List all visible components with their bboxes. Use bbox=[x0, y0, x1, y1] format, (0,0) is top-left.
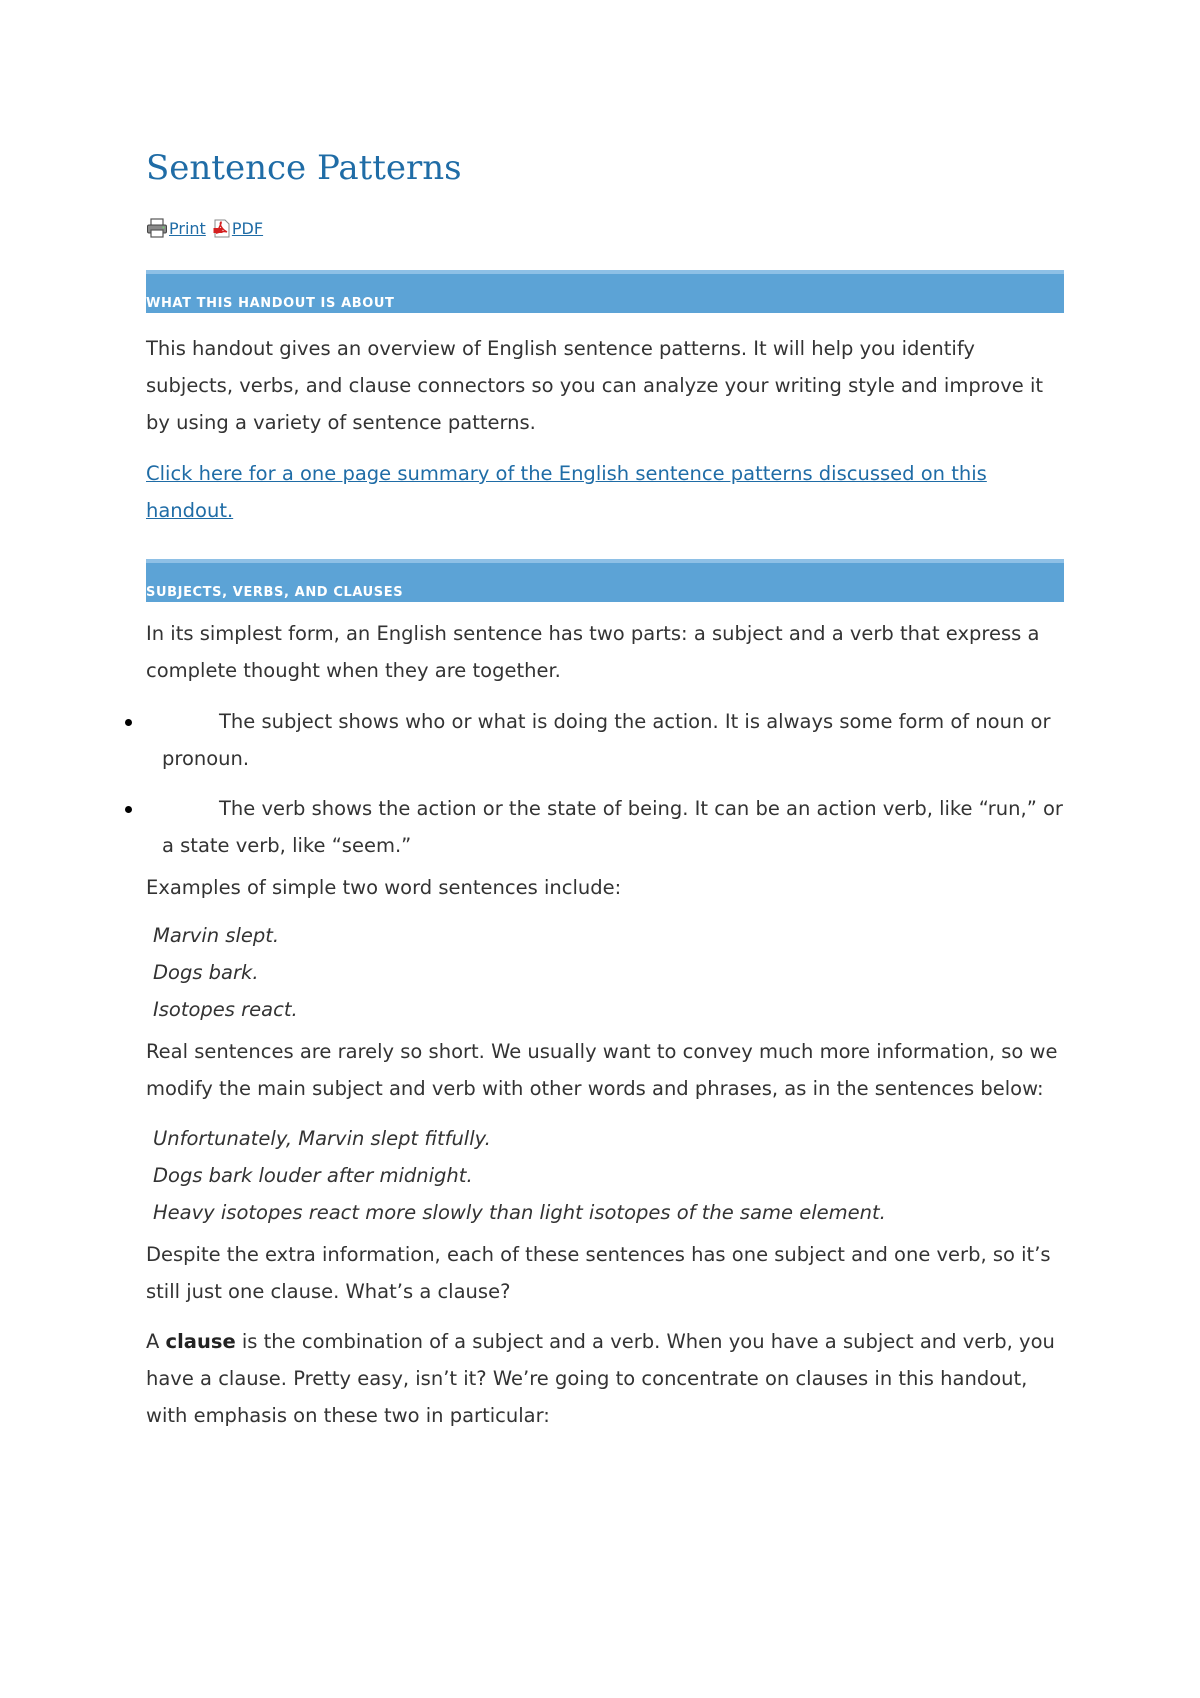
section-heading-subjects-verbs bbox=[146, 559, 1064, 602]
print-link[interactable]: Print bbox=[169, 219, 206, 238]
section-heading-text: SUBJECTS, VERBS, AND CLAUSES bbox=[146, 585, 404, 600]
section-heading-about bbox=[146, 270, 1064, 313]
section-heading-text: WHAT THIS HANDOUT IS ABOUT bbox=[146, 296, 395, 311]
examples-intro: Examples of simple two word sentences include: bbox=[146, 876, 622, 899]
modified-example-sentences bbox=[146, 1120, 1064, 1231]
summary-paragraph bbox=[146, 455, 1064, 529]
list-item bbox=[146, 790, 1064, 864]
pdf-icon bbox=[213, 219, 231, 238]
example-sentence: Dogs bark. bbox=[153, 961, 259, 984]
bullet-list bbox=[146, 703, 1064, 864]
bullet-text: The verb shows the action or the state of being. It can be an action verb, like “run,” or a state verb, like “seem.” bbox=[162, 797, 1063, 857]
summary-link[interactable]: Click here for a one page summary of the English sentence patterns discussed on this handout. bbox=[146, 462, 987, 522]
toolbar bbox=[146, 218, 1064, 252]
despite-paragraph: Despite the extra information, each of these sentences has one subject and one verb, so it’s still just one clause. What’s a clause? bbox=[146, 1243, 1051, 1303]
intro-paragraph: This handout gives an overview of English sentence patterns. It will help you identify subjects, verbs, and clause connectors so you can analyze your writing style and improve it by using a variety of sentence patterns. bbox=[146, 337, 1044, 434]
bullet-icon bbox=[125, 719, 132, 726]
example-sentence: Isotopes react. bbox=[153, 998, 298, 1021]
list-item bbox=[146, 703, 1064, 777]
print-tool[interactable] bbox=[146, 218, 206, 238]
clause-term: clause bbox=[165, 1330, 236, 1353]
example-sentence: Heavy isotopes react more slowly than light isotopes of the same element. bbox=[153, 1201, 886, 1224]
real-sentences-paragraph: Real sentences are rarely so short. We usually want to convey much more information, so we modify the main subject and verb with other words and phrases, as in the sentences below: bbox=[146, 1040, 1058, 1100]
bullet-text: The subject shows who or what is doing the action. It is always some form of noun or pronoun. bbox=[162, 710, 1051, 770]
pdf-tool[interactable] bbox=[213, 219, 263, 238]
example-sentence: Dogs bark louder after midnight. bbox=[153, 1164, 473, 1187]
example-sentence: Marvin slept. bbox=[153, 924, 280, 947]
page-title: Sentence Patterns bbox=[146, 148, 462, 188]
simplest-form-paragraph: In its simplest form, an English sentence has two parts: a subject and a verb that express a complete thought when they are together. bbox=[146, 622, 1040, 682]
clause-definition-paragraph: A clause is the combination of a subject and a verb. When you have a subject and verb, you have a clause. Pretty easy, isn’t it? We’re going to concentrate on clauses in this handout, with emphasis on these two in particular: bbox=[146, 1330, 1055, 1427]
pdf-link[interactable]: PDF bbox=[231, 219, 264, 238]
article bbox=[146, 138, 1064, 1434]
example-sentences bbox=[146, 917, 1064, 1028]
bullet-icon bbox=[125, 806, 132, 813]
example-sentence: Unfortunately, Marvin slept fitfully. bbox=[153, 1127, 491, 1150]
printer-icon bbox=[146, 218, 168, 238]
